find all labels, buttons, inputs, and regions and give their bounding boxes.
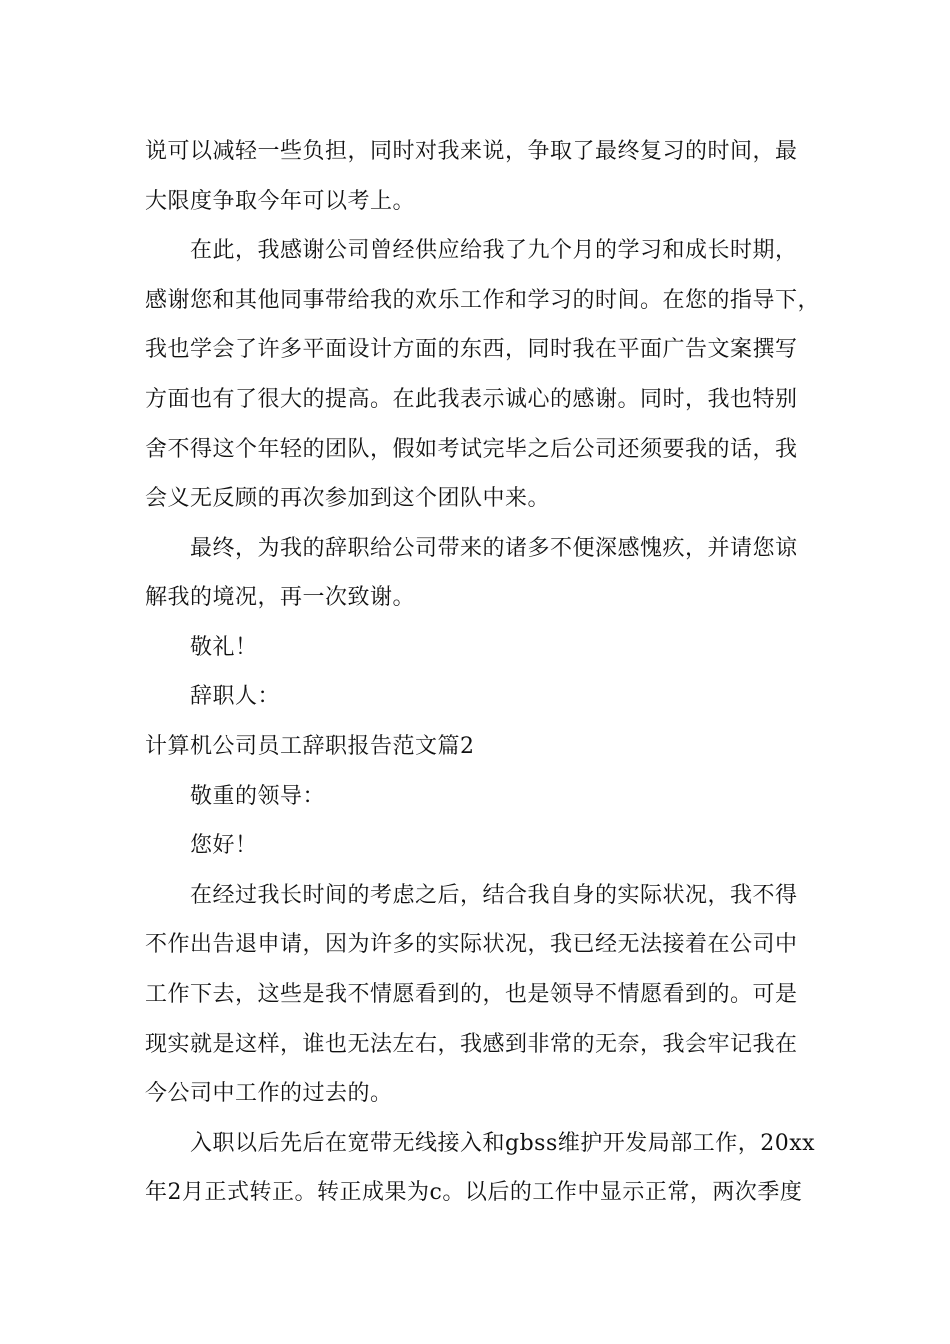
paragraph-line: 说可以减轻一些负担，同时对我来说，争取了最终复习的时间，最 [145,139,798,164]
paragraph-line: 舍不得这个年轻的团队，假如考试完毕之后公司还须要我的话，我 [145,437,798,462]
paragraph-line: 解我的境况，再一次致谢。 [145,585,416,610]
greeting: 敬重的领导： [190,784,326,809]
paragraph-line: 在经过我长时间的考虑之后，结合我自身的实际状况，我不得 [190,883,798,908]
paragraph-line: 我也学会了许多平面设计方面的东西，同时我在平面广告文案撰写 [145,337,798,362]
section-heading: 计算机公司员工辞职报告范文篇2 [145,734,475,759]
closing-salutation: 敬礼！ [190,635,258,660]
signature-label: 辞职人： [190,684,281,709]
paragraph-line: 年2月正式转正。转正成果为c。以后的工作中显示正常，两次季度 [145,1180,803,1205]
paragraph-line: 方面也有了很大的提高。在此我表示诚心的感谢。同时，我也特别 [145,387,798,412]
paragraph-line: 感谢您和其他同事带给我的欢乐工作和学习的时间。在您的指导下， [145,288,821,313]
greeting: 您好！ [190,833,258,858]
paragraph-line: 工作下去，这些是我不情愿看到的，也是领导不情愿看到的。可是 [145,982,798,1007]
paragraph-line: 会义无反顾的再次参加到这个团队中来。 [145,486,551,511]
paragraph-line: 不作出告退申请，因为许多的实际状况，我已经无法接着在公司中 [145,932,798,957]
paragraph-line: 在此，我感谢公司曾经供应给我了九个月的学习和成长时期， [190,238,798,263]
paragraph-line: 大限度争取今年可以考上。 [145,189,416,214]
paragraph-line: 入职以后先后在宽带无线接入和gbss维护开发局部工作，20xx [190,1131,816,1156]
paragraph-line: 最终，为我的辞职给公司带来的诸多不便深感愧疚，并请您谅 [190,536,798,561]
paragraph-line: 今公司中工作的过去的。 [145,1081,393,1106]
paragraph-line: 现实就是这样，谁也无法左右，我感到非常的无奈，我会牢记我在 [145,1032,798,1057]
